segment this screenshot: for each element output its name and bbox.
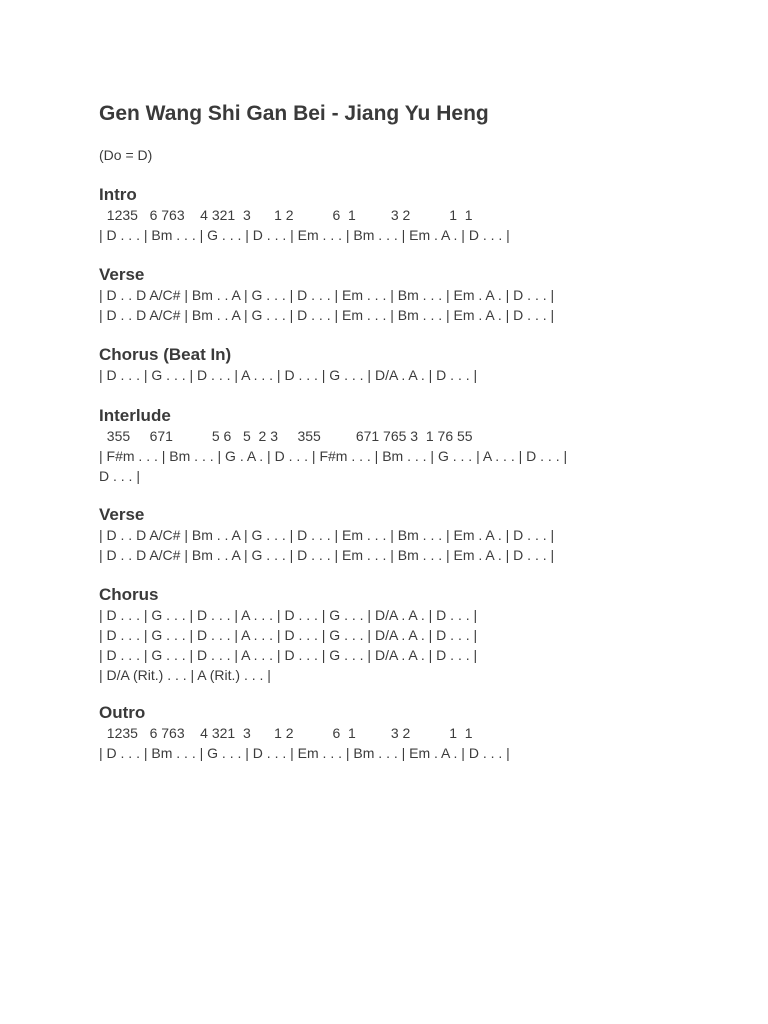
melody-line: 355 671 5 6 5 2 3 355 671 765 3 1 76 55	[99, 428, 473, 444]
chord-line: | D . . D A/C# | Bm . . A | G . . . | D . . . | Em . . . | Bm . . . | Em . A . | D . . . |	[99, 307, 555, 323]
section-interlude	[99, 406, 659, 486]
chord-line: | D . . D A/C# | Bm . . A | G . . . | D . . . | Em . . . | Bm . . . | Em . A . | D . . . |	[99, 547, 555, 563]
section-intro	[99, 185, 659, 245]
chord-line: | D . . . | G . . . | D . . . | A . . . | D . . . | G . . . | D/A . A . | D . . . |	[99, 647, 478, 663]
chord-line: D . . . |	[99, 468, 140, 484]
chord-line: | D/A (Rit.) . . . | A (Rit.) . . . |	[99, 667, 271, 683]
section-title: Verse	[99, 265, 145, 284]
chord-line: | D . . . | G . . . | D . . . | A . . . | D . . . | G . . . | D/A . A . | D . . . |	[99, 627, 478, 643]
song-title: Gen Wang Shi Gan Bei - Jiang Yu Heng	[99, 102, 489, 125]
melody-line: 1235 6 763 4 321 3 1 2 6 1 3 2 1 1	[99, 725, 473, 741]
chord-line: | D . . . | Bm . . . | G . . . | D . . . | Em . . . | Bm . . . | Em . A . | D . . . |	[99, 227, 510, 243]
section-title: Chorus (Beat In)	[99, 345, 232, 364]
chord-line: | D . . D A/C# | Bm . . A | G . . . | D . . . | Em . . . | Bm . . . | Em . A . | D . . . |	[99, 527, 555, 543]
section-title: Verse	[99, 505, 145, 524]
section-title: Intro	[99, 185, 137, 204]
section-verse-2	[99, 505, 659, 565]
section-verse	[99, 265, 659, 325]
section-title: Interlude	[99, 406, 171, 425]
melody-line: 1235 6 763 4 321 3 1 2 6 1 3 2 1 1	[99, 207, 473, 223]
key-signature: (Do = D)	[99, 147, 153, 163]
section-chorus	[99, 585, 659, 685]
chord-line: | D . . . | Bm . . . | G . . . | D . . . | Em . . . | Bm . . . | Em . A . | D . . . |	[99, 745, 510, 761]
chord-line: | D . . . | G . . . | D . . . | A . . . | D . . . | G . . . | D/A . A . | D . . . |	[99, 607, 478, 623]
section-title: Outro	[99, 703, 146, 722]
chord-line: | F#m . . . | Bm . . . | G . A . | D . . . | F#m . . . | Bm . . . | G . . . | A . . . | D . . . |	[99, 448, 568, 464]
chord-line: | D . . . | G . . . | D . . . | A . . . | D . . . | G . . . | D/A . A . | D . . . |	[99, 367, 478, 383]
section-title: Chorus	[99, 585, 159, 604]
section-outro	[99, 703, 659, 763]
chord-line: | D . . D A/C# | Bm . . A | G . . . | D . . . | Em . . . | Bm . . . | Em . A . | D . . . |	[99, 287, 555, 303]
section-chorus-beat-in	[99, 345, 659, 385]
